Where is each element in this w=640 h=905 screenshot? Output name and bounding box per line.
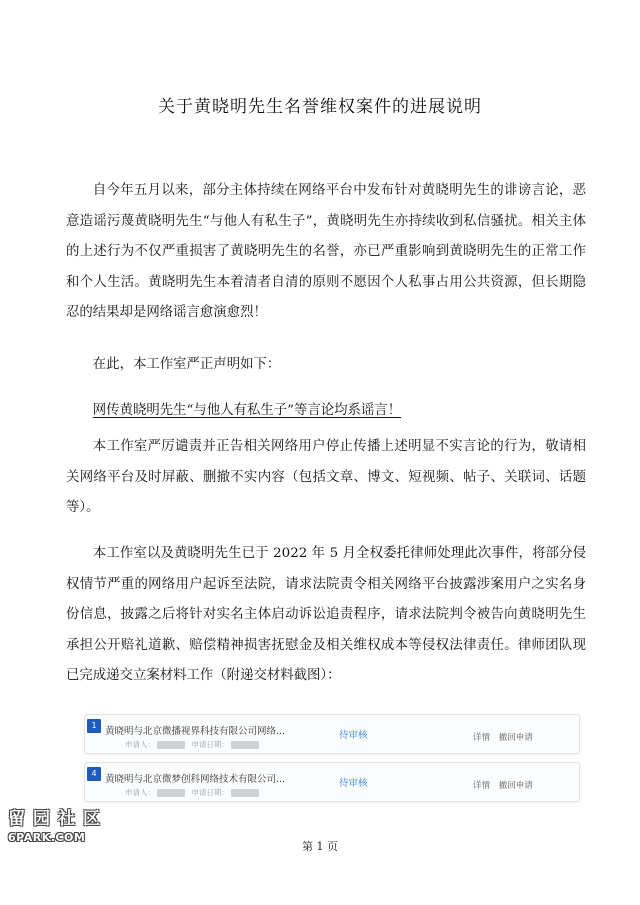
paragraph-condemnation: 本工作室严厉谴责并正告相关网络用户停止传播上述明显不实言论的行为，敬请相关网络平台及时屏蔽、删撤不实内容（包括文章、博文、短视频、帖子、关联词、话题等）。 [66, 439, 586, 515]
case-actions [473, 731, 539, 743]
watermark-cn: 留园社区 [8, 809, 108, 829]
paragraph-legal-action: 本工作室以及黄晓明先生已于 2022 年 5 月全权委托律师处理此次事件，将部分侵权情节严重的网络用户起诉至法院，请求法院责令相关网络平台披露涉案用户之实名身份信息，披露之后将针对实名主体启动诉讼追责程序，请求法院判令被告向黄晓明先生承担公开赔礼道歉、赔偿精神损害抚慰金及相关维权成本等侵权法律责任。律师团队现已完成递交立案材料工作（附递交材料截图）： [66, 546, 586, 683]
case-index-badge: 1 [87, 719, 101, 733]
document-title: 关于黄晓明先生名誉维权案件的进展说明 [158, 97, 482, 117]
date-label: 申请日期： [191, 740, 229, 749]
detail-link[interactable]: 详情 [473, 781, 491, 791]
case-name[interactable]: 黄晓明与北京微梦创科网络技术有限公司... [105, 774, 286, 785]
case-status: 待审核 [339, 778, 368, 789]
withdraw-link[interactable]: 撤回申请 [498, 781, 533, 791]
withdraw-link[interactable]: 撤回申请 [498, 733, 533, 743]
redacted-applicant [157, 741, 185, 749]
case-name[interactable]: 黄晓明与北京微播视界科技有限公司网络... [105, 726, 286, 737]
date-label: 申请日期： [191, 788, 229, 797]
case-meta [125, 739, 263, 750]
watermark-en: 6PARK.COM [8, 831, 86, 844]
detail-link[interactable]: 详情 [473, 733, 491, 743]
redacted-date [231, 789, 259, 797]
case-status: 待审核 [339, 730, 368, 741]
page-number: 第 1 页 [302, 840, 338, 853]
paragraph-declaration: 在此，本工作室严正声明如下： [92, 357, 281, 372]
redacted-applicant [157, 789, 185, 797]
redacted-date [231, 741, 259, 749]
paragraph-rumor-statement [66, 396, 586, 427]
case-meta [125, 787, 263, 798]
case-row [84, 762, 580, 802]
paragraph-intro: 自今年五月以来，部分主体持续在网络平台中发布针对黄晓明先生的诽谤言论，恶意造谣污蔑黄晓明先生“与他人有私生子”，黄晓明先生亦持续收到私信骚扰。相关主体的上述行为不仅严重损害了黄晓明先生的名誉，亦已严重影响到黄晓明先生的正常工作和个人生活。黄晓明先生本着清者自清的原则不愿因个人私事占用公共资源，但长期隐忍的结果却是网络谣言愈演愈烈！ [66, 183, 586, 320]
case-index-badge: 4 [87, 767, 101, 781]
applicant-label: 申请人： [125, 788, 155, 797]
case-actions [473, 779, 539, 791]
case-row [84, 714, 580, 754]
case-submission-screenshot [84, 714, 580, 806]
applicant-label: 申请人： [125, 740, 155, 749]
underlined-statement: 网传黄晓明先生“与他人有私生子”等言论均系谣言！ [92, 403, 402, 418]
